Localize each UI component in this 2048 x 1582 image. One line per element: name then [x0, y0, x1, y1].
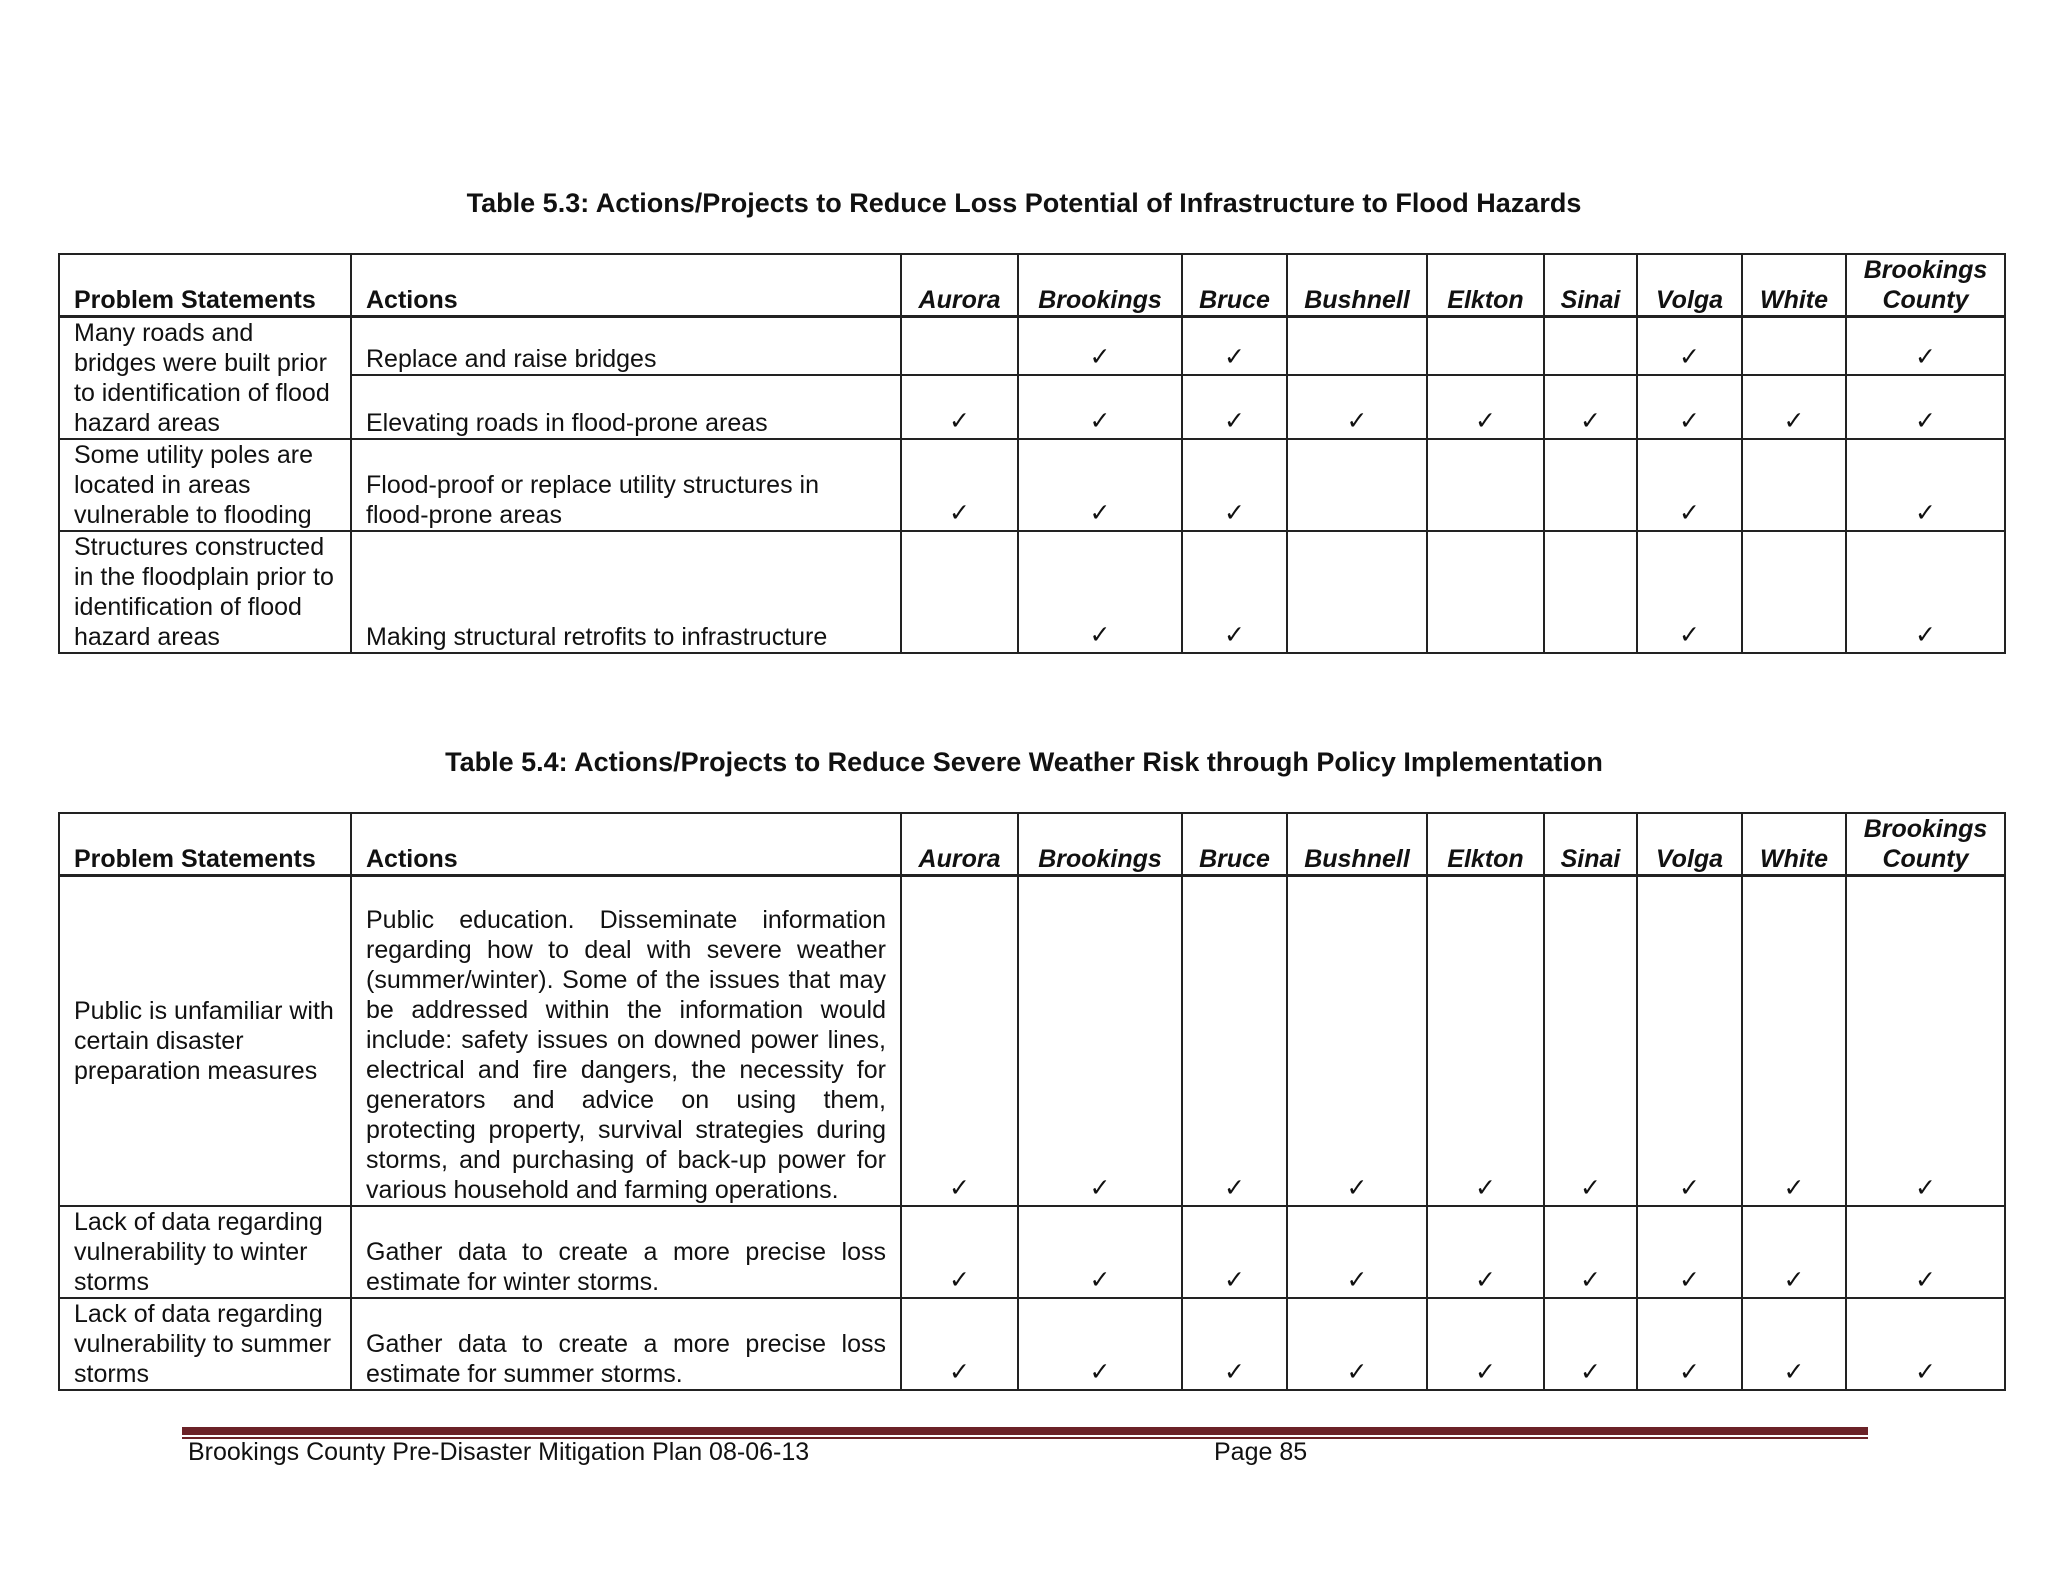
header-bruce: Bruce [1182, 254, 1287, 317]
header-volga: Volga [1637, 813, 1742, 876]
check-volga: ✓ [1637, 317, 1742, 375]
check-brookings: ✓ [1018, 531, 1182, 653]
action-cell: Gather data to create a more precise loss estimate for summer storms. [351, 1298, 901, 1390]
check-aurora: ✓ [901, 1298, 1018, 1390]
check-brookings-county: ✓ [1846, 531, 2005, 653]
footer-divider [182, 1427, 1868, 1435]
table-header-row [59, 813, 2005, 876]
action-cell: Gather data to create a more precise loss estimate for winter storms. [351, 1206, 901, 1298]
check-sinai: ✓ [1544, 1298, 1637, 1390]
header-elkton: Elkton [1427, 254, 1544, 317]
table-row [59, 531, 2005, 653]
footer-document-title: Brookings County Pre-Disaster Mitigation Plan 08-06-13 [188, 1438, 810, 1466]
check-brookings: ✓ [1018, 375, 1182, 439]
check-elkton: ✓ [1427, 1298, 1544, 1390]
table-row [59, 375, 2005, 439]
check-white [1742, 531, 1846, 653]
action-cell: Making structural retrofits to infrastructure [351, 531, 901, 653]
header-sinai: Sinai [1544, 813, 1637, 876]
check-brookings: ✓ [1018, 1206, 1182, 1298]
header-brookings-county: Brookings County [1846, 813, 2005, 876]
header-aurora: Aurora [901, 813, 1018, 876]
check-white: ✓ [1742, 375, 1846, 439]
check-aurora [901, 531, 1018, 653]
check-bruce: ✓ [1182, 1206, 1287, 1298]
check-elkton [1427, 531, 1544, 653]
check-white: ✓ [1742, 1206, 1846, 1298]
check-brookings: ✓ [1018, 876, 1182, 1206]
check-bruce: ✓ [1182, 375, 1287, 439]
action-cell: Public education. Disseminate information regarding how to deal with severe weather (summer/winter). Some of the issues that may be addressed within the information would include: safety issues on downed power lines, electrical and fire dangers, the necessity for generators and advice on using them, protecting property, survival strategies during storms, and purchasing of back-up power for various household and farming operations. [351, 876, 901, 1206]
check-volga: ✓ [1637, 1206, 1742, 1298]
check-bruce: ✓ [1182, 531, 1287, 653]
table-row [59, 1206, 2005, 1298]
check-sinai [1544, 531, 1637, 653]
problem-statement-cell: Many roads and bridges were built prior to identification of flood hazard areas [59, 317, 351, 440]
check-bushnell: ✓ [1287, 375, 1427, 439]
action-cell: Elevating roads in flood-prone areas [351, 375, 901, 439]
check-elkton [1427, 439, 1544, 531]
check-sinai: ✓ [1544, 876, 1637, 1206]
check-bushnell: ✓ [1287, 1298, 1427, 1390]
check-sinai: ✓ [1544, 1206, 1637, 1298]
check-bushnell: ✓ [1287, 876, 1427, 1206]
header-white: White [1742, 254, 1846, 317]
check-bushnell: ✓ [1287, 1206, 1427, 1298]
check-sinai [1544, 439, 1637, 531]
check-brookings-county: ✓ [1846, 317, 2005, 375]
header-aurora: Aurora [901, 254, 1018, 317]
header-white: White [1742, 813, 1846, 876]
header-elkton: Elkton [1427, 813, 1544, 876]
check-bruce: ✓ [1182, 876, 1287, 1206]
check-brookings-county: ✓ [1846, 439, 2005, 531]
check-sinai [1544, 317, 1637, 375]
check-aurora: ✓ [901, 1206, 1018, 1298]
check-elkton [1427, 317, 1544, 375]
header-sinai: Sinai [1544, 254, 1637, 317]
check-brookings-county: ✓ [1846, 375, 2005, 439]
check-aurora [901, 317, 1018, 375]
check-brookings-county: ✓ [1846, 1298, 2005, 1390]
check-aurora: ✓ [901, 876, 1018, 1206]
table-5-3-title: Table 5.3: Actions/Projects to Reduce Loss Potential of Infrastructure to Flood Hazards [466, 188, 1582, 218]
table-row [59, 1298, 2005, 1390]
header-brookings: Brookings [1018, 254, 1182, 317]
table-5-4 [58, 812, 2006, 1391]
header-problem-statements: Problem Statements [59, 254, 351, 317]
header-actions: Actions [351, 254, 901, 317]
problem-statement-cell: Public is unfamiliar with certain disaster preparation measures [59, 876, 351, 1206]
check-bushnell [1287, 531, 1427, 653]
check-brookings: ✓ [1018, 1298, 1182, 1390]
check-brookings: ✓ [1018, 439, 1182, 531]
header-bruce: Bruce [1182, 813, 1287, 876]
check-white: ✓ [1742, 876, 1846, 1206]
problem-statement-cell: Structures constructed in the floodplain prior to identification of flood hazard areas [59, 531, 351, 653]
table-header-row [59, 254, 2005, 317]
check-brookings: ✓ [1018, 317, 1182, 375]
problem-statement-cell: Lack of data regarding vulnerability to summer storms [59, 1298, 351, 1390]
check-bushnell [1287, 317, 1427, 375]
check-bruce: ✓ [1182, 1298, 1287, 1390]
check-aurora: ✓ [901, 375, 1018, 439]
check-volga: ✓ [1637, 375, 1742, 439]
check-aurora: ✓ [901, 439, 1018, 531]
check-bruce: ✓ [1182, 439, 1287, 531]
check-sinai: ✓ [1544, 375, 1637, 439]
check-brookings-county: ✓ [1846, 1206, 2005, 1298]
check-white: ✓ [1742, 1298, 1846, 1390]
header-problem-statements: Problem Statements [59, 813, 351, 876]
table-5-4-title: Table 5.4: Actions/Projects to Reduce Severe Weather Risk through Policy Implementation [445, 747, 1603, 777]
header-brookings-county: Brookings County [1846, 254, 2005, 317]
footer-page-number: Page 85 [1214, 1438, 1308, 1466]
table-row [59, 439, 2005, 531]
check-volga: ✓ [1637, 439, 1742, 531]
check-bruce: ✓ [1182, 317, 1287, 375]
check-elkton: ✓ [1427, 876, 1544, 1206]
table-row [59, 317, 2005, 375]
check-volga: ✓ [1637, 876, 1742, 1206]
header-actions: Actions [351, 813, 901, 876]
header-brookings: Brookings [1018, 813, 1182, 876]
check-volga: ✓ [1637, 1298, 1742, 1390]
check-white [1742, 439, 1846, 531]
problem-statement-cell: Some utility poles are located in areas vulnerable to flooding [59, 439, 351, 531]
action-cell: Replace and raise bridges [351, 317, 901, 375]
header-volga: Volga [1637, 254, 1742, 317]
action-cell: Flood-proof or replace utility structures in flood-prone areas [351, 439, 901, 531]
check-elkton: ✓ [1427, 1206, 1544, 1298]
header-bushnell: Bushnell [1287, 813, 1427, 876]
problem-statement-cell: Lack of data regarding vulnerability to winter storms [59, 1206, 351, 1298]
check-volga: ✓ [1637, 531, 1742, 653]
check-elkton: ✓ [1427, 375, 1544, 439]
header-bushnell: Bushnell [1287, 254, 1427, 317]
table-row [59, 876, 2005, 1206]
table-5-3 [58, 253, 2006, 654]
check-brookings-county: ✓ [1846, 876, 2005, 1206]
check-bushnell [1287, 439, 1427, 531]
check-white [1742, 317, 1846, 375]
